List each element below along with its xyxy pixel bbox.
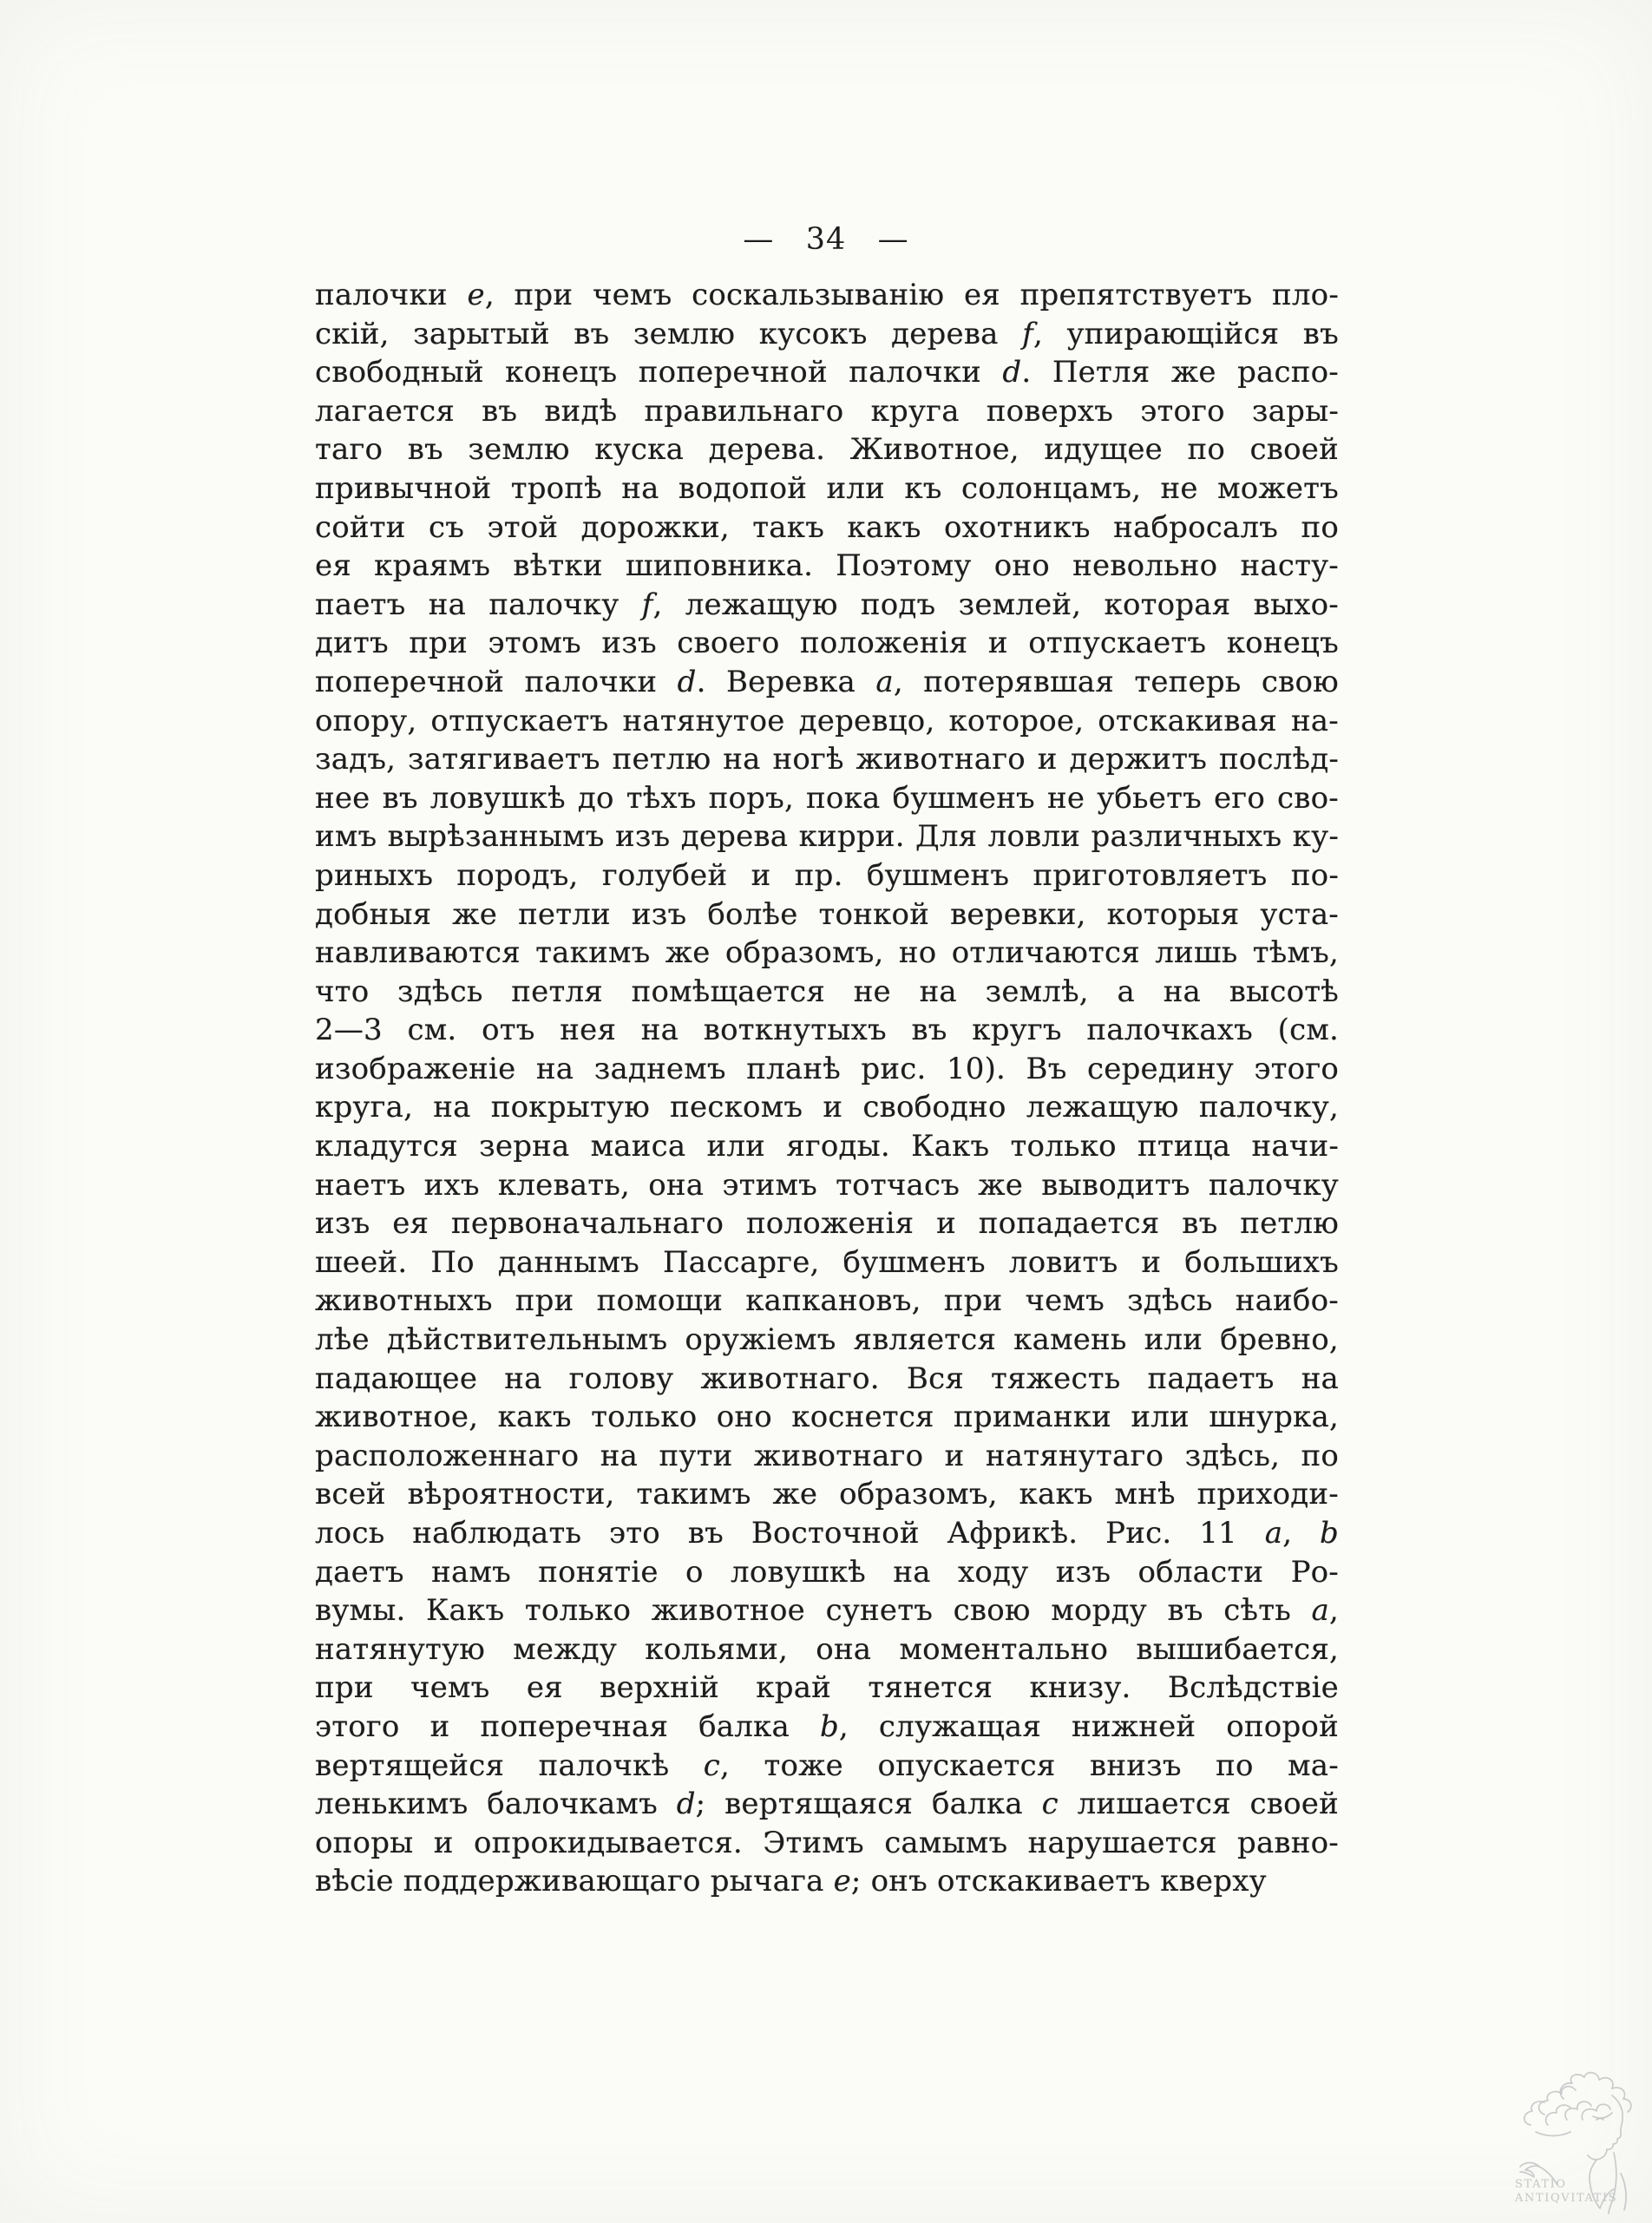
text-line: таго въ землю куска дерева. Животное, идущее по своей [315, 432, 1339, 468]
figure-label: a [875, 664, 894, 699]
text-line: даетъ намъ понятіе о ловушкѣ на ходу изъ области Ро- [315, 1554, 1339, 1590]
figure-label: d [1002, 355, 1022, 390]
text-line: паетъ на палочку f, лежащую подъ землей, которая выхо- [315, 587, 1339, 622]
text-line: вѣсіе поддерживающаго рычага e; онъ отскакиваетъ кверху [315, 1864, 1267, 1899]
figure-label: d [676, 1787, 696, 1822]
watermark-text-line2: ANTIQVITATIS [1515, 2192, 1618, 2205]
text-line: расположеннаго на пути животнаго и натянутаго здѣсь, по [315, 1438, 1340, 1473]
figure-label: d [677, 664, 697, 699]
text-line: лось наблюдать это въ Восточной Африкѣ. Рис. 11 a, b [315, 1516, 1340, 1551]
text-line: ленькимъ балочкамъ d; вертящаяся балка c лишается своей [315, 1787, 1339, 1822]
text-line: дитъ при этомъ изъ своего положенія и отпускаетъ конецъ [315, 626, 1339, 661]
text-line: при чемъ ея верхній край тянется книзу. Вслѣдствіе [315, 1670, 1339, 1706]
text-line: всей вѣроятности, такимъ же образомъ, какъ мнѣ приходи- [315, 1477, 1339, 1512]
text-line: животное, какъ только оно коснется приманки или шнурка, [315, 1400, 1339, 1435]
figure-label: a [1311, 1593, 1329, 1629]
text-line: этого и поперечная балка b, служащая нижней опорой [315, 1708, 1339, 1744]
figure-label: a [1264, 1516, 1283, 1551]
figure-label: b [1320, 1516, 1340, 1551]
text-line: нее въ ловушкѣ до тѣхъ поръ, пока бушменъ не убьетъ его сво- [315, 780, 1339, 816]
figure-label: e [833, 1864, 851, 1899]
text-line: лѣе дѣйствительнымъ оружіемъ является камень или бревно, [315, 1322, 1339, 1358]
watermark-text-line1: STATIO [1515, 2178, 1567, 2191]
figure-label: c [1041, 1787, 1059, 1822]
figure-label: e [467, 278, 485, 312]
text-line: имъ вырѣзаннымъ изъ дерева кирри. Для ловли различныхъ ку- [315, 819, 1340, 855]
text-line: риныхъ породъ, голубей и пр. бушменъ приготовляетъ по- [315, 857, 1340, 893]
text-line: палочки e, при чемъ соскальзыванію ея препятствуетъ пло- [315, 278, 1340, 312]
text-line: изображеніе на заднемъ планѣ рис. 10). Въ середину этого [315, 1051, 1340, 1086]
text-line: вумы. Какъ только животное сунетъ свою морду въ сѣть a, [315, 1593, 1340, 1629]
figure-label: f [1022, 316, 1033, 351]
text-line: что здѣсь петля помѣщается не на землѣ, а на высотѣ [315, 974, 1339, 1009]
text-line: шеей. По даннымъ Пассарге, бушменъ ловитъ и большихъ [315, 1244, 1340, 1280]
text-line: лагается въ видѣ правильнаго круга поверхъ этого зары- [315, 393, 1340, 429]
figure-label: c [703, 1748, 720, 1783]
text-line: 2—3 см. отъ нея на воткнутыхъ въ кругъ палочкахъ (см. [315, 1013, 1340, 1048]
text-line: вертящейся палочкѣ c, тоже опускается внизъ по ма- [315, 1748, 1339, 1783]
text-line: натянутую между кольями, она моментально вышибается, [315, 1631, 1340, 1667]
figure-label: f [641, 587, 653, 622]
body-text [315, 276, 1339, 1901]
page-number: — 34 — [743, 222, 909, 257]
watermark [1510, 2067, 1652, 2220]
text-line: скій, зарытый въ землю кусокъ дерева f, упирающійся въ [315, 316, 1339, 351]
text-line: кладутся зерна маиса или ягоды. Какъ только птица начи- [315, 1129, 1340, 1164]
text-line: опору, отпускаетъ натянутое деревцо, которое, отскакивая на- [315, 703, 1339, 738]
text-line: поперечной палочки d. Веревка a, потерявшая теперь свою [315, 664, 1339, 699]
text-line: круга, на покрытую пескомъ и свободно лежащую палочку, [315, 1090, 1340, 1125]
text-line: опоры и опрокидывается. Этимъ самымъ нарушается равно- [315, 1825, 1339, 1860]
text-line: привычной тропѣ на водопой или къ солонцамъ, не можетъ [315, 470, 1340, 506]
text-line: навливаются такимъ же образомъ, но отличаются лишь тѣмъ, [315, 935, 1339, 971]
text-line: падающее на голову животнаго. Вся тяжесть падаетъ на [315, 1361, 1340, 1396]
text-line: наетъ ихъ клевать, она этимъ тотчасъ же выводитъ палочку [315, 1167, 1340, 1203]
text-line: животныхъ при помощи капкановъ, при чемъ здѣсь наибо- [315, 1283, 1339, 1319]
text-line: изъ ея первоначальнаго положенія и попадается въ петлю [315, 1206, 1340, 1242]
text-line: задъ, затягиваетъ петлю на ногѣ животнаго и держитъ послѣд- [315, 742, 1340, 777]
text-line: добныя же петли изъ болѣе тонкой веревки, которыя уста- [315, 896, 1339, 932]
text-line: сойти съ этой дорожки, такъ какъ охотникъ набросалъ по [315, 509, 1339, 545]
figure-label: b [819, 1708, 839, 1744]
text-line: ея краямъ вѣтки шиповника. Поэтому оно невольно насту- [315, 548, 1339, 584]
text-line: свободный конецъ поперечной палочки d. Петля же распо- [315, 355, 1339, 390]
